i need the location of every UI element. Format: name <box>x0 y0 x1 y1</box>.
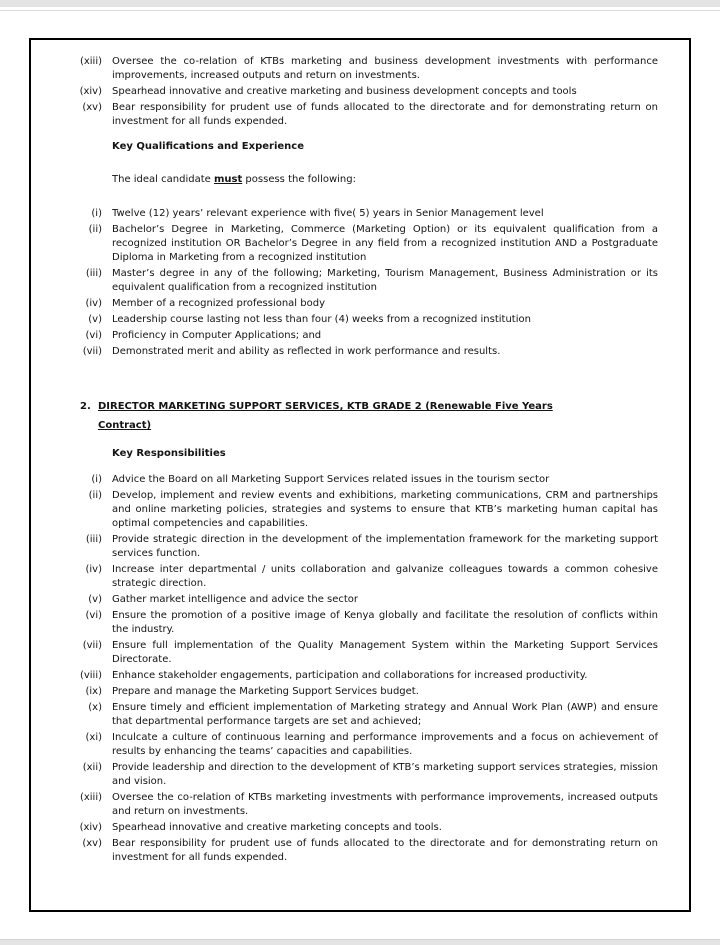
list-item <box>58 593 658 607</box>
list-item <box>58 701 658 729</box>
list-item <box>58 223 658 265</box>
list-item <box>58 685 658 699</box>
list-item-marker: (v) <box>88 314 102 325</box>
document-page <box>29 38 691 912</box>
intro-prefix: The ideal candidate <box>112 174 214 185</box>
list-item-text: Oversee the co-relation of KTBs marketing investments with performance improvements, increased outputs and return on investments. <box>112 792 658 817</box>
responsibilities-heading: Key Responsibilities <box>112 448 226 459</box>
continued-responsibilities-list <box>58 55 658 129</box>
list-item <box>58 207 658 221</box>
list-item <box>58 533 658 561</box>
list-item-marker: (iv) <box>85 564 102 575</box>
list-item-text: Provide leadership and direction to the development of KTB’s marketing support services strategies, mission and vision. <box>112 762 658 787</box>
list-item-marker: (ix) <box>85 686 102 697</box>
position-number: 2. <box>80 401 91 412</box>
list-item-marker: (xi) <box>85 732 102 743</box>
list-item <box>58 669 658 683</box>
list-item-marker: (viii) <box>79 670 102 681</box>
list-item-text: Member of a recognized professional body <box>112 298 325 309</box>
list-item-marker: (ii) <box>88 490 102 501</box>
page-edge-line <box>0 10 720 11</box>
list-item-marker: (xiii) <box>79 792 102 803</box>
list-item-marker: (vii) <box>82 346 102 357</box>
list-item-text: Oversee the co-relation of KTBs marketing and business development investments with performance improvements, increased outputs and return on investments. <box>112 56 658 81</box>
list-item-text: Bachelor’s Degree in Marketing, Commerce (Marketing Option) or its equivalent qualification from a recognized institution OR Bachelor’s Degree in any field from a recognized institution AND a Postgraduate Diploma in Marketing from a recognized institution <box>112 224 658 263</box>
list-item <box>58 297 658 311</box>
list-item-marker: (x) <box>88 702 102 713</box>
list-item-text: Advice the Board on all Marketing Support Services related issues in the tourism sector <box>112 474 550 485</box>
list-item-text: Spearhead innovative and creative marketing and business development concepts and tools <box>112 86 577 97</box>
list-item <box>58 791 658 819</box>
list-item-text: Enhance stakeholder engagements, participation and collaborations for increased productivity. <box>112 670 588 681</box>
list-item <box>58 761 658 789</box>
list-item-text: Prepare and manage the Marketing Support Services budget. <box>112 686 419 697</box>
list-item-text: Increase inter departmental / units collaboration and galvanize colleagues towards a common cohesive strategic direction. <box>112 564 658 589</box>
list-item <box>58 101 658 129</box>
qualifications-heading: Key Qualifications and Experience <box>112 141 304 152</box>
list-item-marker: (i) <box>91 474 102 485</box>
list-item <box>58 837 658 865</box>
list-item <box>58 313 658 327</box>
qualifications-intro <box>112 173 658 187</box>
page-separator-strip-bottom <box>0 939 720 945</box>
list-item <box>58 821 658 835</box>
list-item-text: Leadership course lasting not less than four (4) weeks from a recognized institution <box>112 314 531 325</box>
list-item-text: Proficiency in Computer Applications; and <box>112 330 322 341</box>
list-item-marker: (vi) <box>85 610 102 621</box>
list-item-text: Inculcate a culture of continuous learning and performance improvements and a focus on achievement of results by enhancing the teams’ capacities and capabilities. <box>112 732 658 757</box>
list-item-text: Provide strategic direction in the development of the implementation framework for the marketing support services function. <box>112 534 658 559</box>
position-title: DIRECTOR MARKETING SUPPORT SERVICES, KTB GRADE 2 (Renewable Five Years Contract) <box>98 401 553 431</box>
list-item-marker: (v) <box>88 594 102 605</box>
list-item <box>58 329 658 343</box>
list-item-marker: (xiv) <box>79 86 102 97</box>
qualifications-list <box>58 207 658 359</box>
list-item-text: Gather market intelligence and advice the sector <box>112 594 359 605</box>
list-item-text: Bear responsibility for prudent use of funds allocated to the directorate and for demonstrating return on investment for all funds expended. <box>112 102 658 127</box>
list-item <box>58 731 658 759</box>
list-item <box>58 563 658 591</box>
list-item-marker: (xv) <box>82 838 102 849</box>
list-item-marker: (i) <box>91 208 102 219</box>
list-item-marker: (xiii) <box>79 56 102 67</box>
list-item <box>58 473 658 487</box>
list-item-text: Demonstrated merit and ability as reflected in work performance and results. <box>112 346 501 357</box>
list-item <box>58 639 658 667</box>
list-item <box>58 489 658 531</box>
list-item-text: Ensure timely and efficient implementation of Marketing strategy and Annual Work Plan (AWP) and ensure that departmental performance targets are set and achieved; <box>112 702 658 727</box>
list-item <box>58 55 658 83</box>
list-item-marker: (vii) <box>82 640 102 651</box>
list-item-text: Develop, implement and review events and exhibitions, marketing communications, CRM and partnerships and online marketing policies, strategies and systems to ensure that KTB’s marketing human capital has optimal competencies and capabilities. <box>112 490 658 529</box>
list-item <box>58 609 658 637</box>
list-item-marker: (xv) <box>82 102 102 113</box>
list-item <box>58 345 658 359</box>
list-item-marker: (iii) <box>85 268 102 279</box>
list-item-marker: (iii) <box>85 534 102 545</box>
list-item-text: Bear responsibility for prudent use of funds allocated to the directorate and for demonstrating return on investment for all funds expended. <box>112 838 658 863</box>
list-item-text: Twelve (12) years’ relevant experience with five( 5) years in Senior Management level <box>112 208 544 219</box>
intro-emphasis: must <box>213 174 243 185</box>
list-item-marker: (vi) <box>85 330 102 341</box>
intro-suffix: possess the following: <box>242 174 356 185</box>
list-item-text: Spearhead innovative and creative marketing concepts and tools. <box>112 822 442 833</box>
list-item-text: Master’s degree in any of the following; Marketing, Tourism Management, Business Administration or its equivalent qualification from a recognized institution <box>112 268 658 293</box>
list-item-text: Ensure the promotion of a positive image of Kenya globally and facilitate the resolution of conflicts within the industry. <box>112 610 658 635</box>
responsibilities-list <box>58 473 658 865</box>
list-item-marker: (xii) <box>82 762 102 773</box>
list-item <box>58 85 658 99</box>
list-item <box>58 267 658 295</box>
list-item-marker: (iv) <box>85 298 102 309</box>
list-item-marker: (ii) <box>88 224 102 235</box>
list-item-text: Ensure full implementation of the Quality Management System within the Marketing Support Services Directorate. <box>112 640 658 665</box>
page-separator-strip-top <box>0 0 720 7</box>
list-item-marker: (xiv) <box>79 822 102 833</box>
position-heading <box>80 397 658 435</box>
